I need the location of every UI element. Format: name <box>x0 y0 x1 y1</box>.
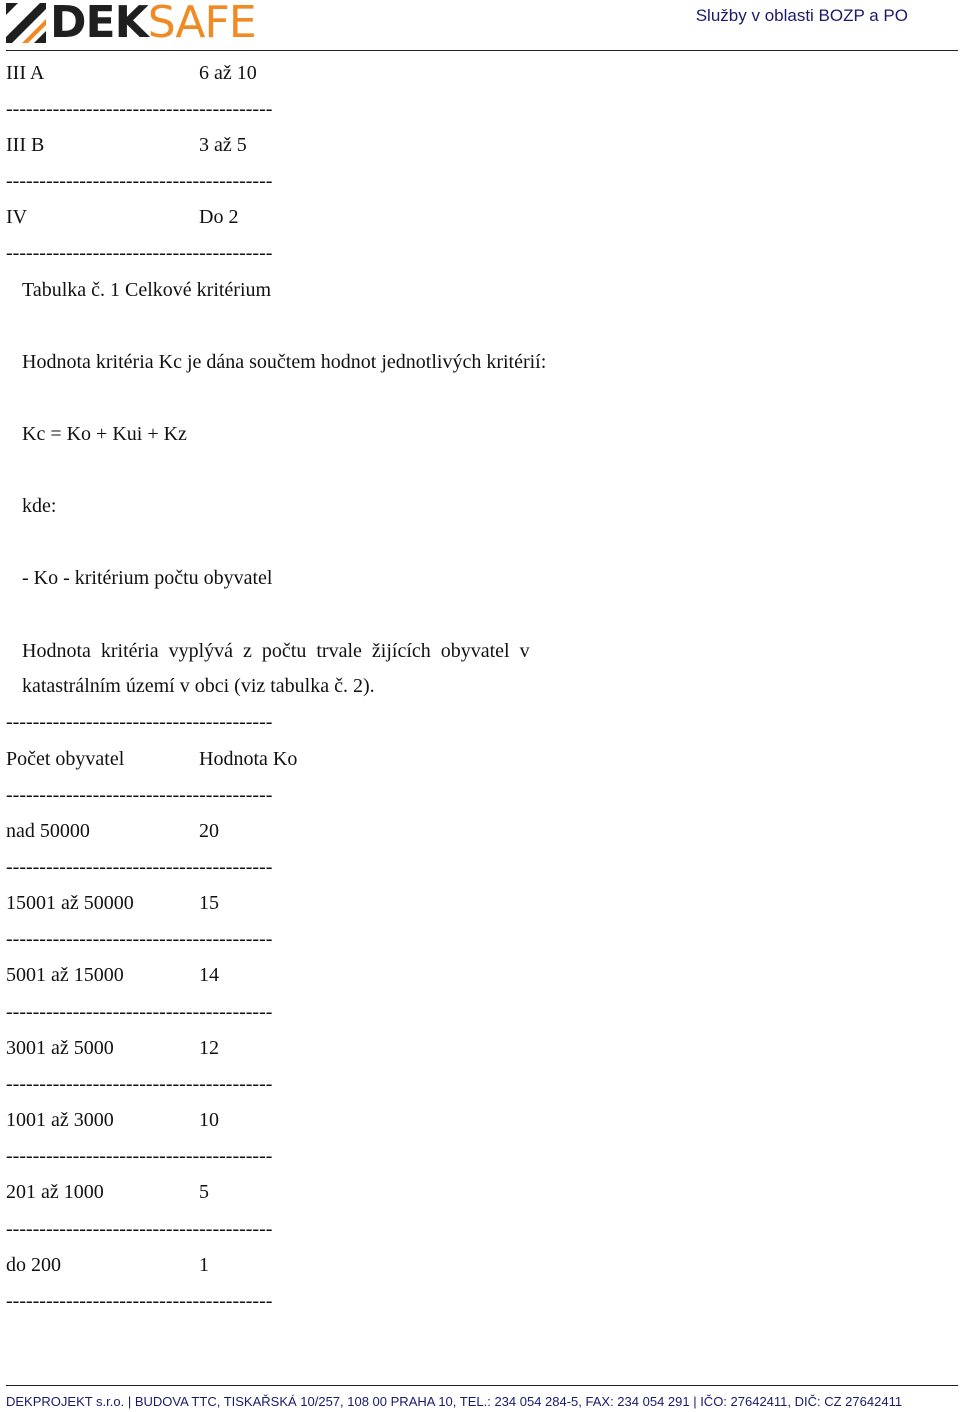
table2-value: 10 <box>199 1109 219 1131</box>
page-header <box>0 0 960 52</box>
table2-value: 12 <box>199 1037 219 1059</box>
logo-text-dek: DEK <box>50 0 148 48</box>
separator-line: ---------------------------------------- <box>6 1218 273 1240</box>
table2-header-population: Počet obyvatel <box>6 748 125 770</box>
separator-line: ---------------------------------------- <box>6 784 273 806</box>
list-item: - Ko - kritérium počtu obyvatel <box>22 567 273 589</box>
table2-value: 5 <box>199 1181 209 1203</box>
dek-safe-logo <box>6 0 256 48</box>
separator-line: ---------------------------------------- <box>6 1073 273 1095</box>
logo-text-safe: SAFE <box>147 0 256 48</box>
paragraph: Hodnota kritéria vyplývá z počtu trvale žijících obyvatel v <box>22 640 530 662</box>
table2-header-value: Hodnota Ko <box>199 748 298 770</box>
table2-range: 15001 až 50000 <box>6 892 134 914</box>
table2-range: 3001 až 5000 <box>6 1037 114 1059</box>
separator-line: ---------------------------------------- <box>6 1290 273 1312</box>
table1-value: 3 až 5 <box>199 134 247 156</box>
table1-category: III B <box>6 134 45 156</box>
page-footer: DEKPROJEKT s.r.o. | BUDOVA TTC, TISKAŘSKÁ 10/257, 108 00 PRAHA 10, TEL.: 234 054 284-5, FAX: 234 054 291 | IČO: 27642411, DIČ: CZ 27642411 <box>6 1394 903 1409</box>
table1-value: 6 až 10 <box>199 62 257 84</box>
table1-category: III A <box>6 62 45 84</box>
separator-line: ---------------------------------------- <box>6 1145 273 1167</box>
separator-line: ---------------------------------------- <box>6 856 273 878</box>
paragraph: kde: <box>22 495 57 517</box>
table1-category: IV <box>6 206 28 228</box>
header-divider <box>6 50 958 51</box>
logo-mark-icon <box>6 3 46 43</box>
separator-line: ---------------------------------------- <box>6 711 273 733</box>
table2-value: 20 <box>199 820 219 842</box>
table2-range: do 200 <box>6 1254 61 1276</box>
paragraph: katastrálním území v obci (viz tabulka č. 2). <box>22 675 375 697</box>
separator-line: ---------------------------------------- <box>6 242 273 264</box>
table2-value: 15 <box>199 892 219 914</box>
table2-value: 14 <box>199 964 219 986</box>
separator-line: ---------------------------------------- <box>6 98 273 120</box>
table2-range: 5001 až 15000 <box>6 964 124 986</box>
formula: Kc = Ko + Kui + Kz <box>22 423 187 445</box>
table1-caption: Tabulka č. 1 Celkové kritérium <box>22 279 272 301</box>
table2-range: 201 až 1000 <box>6 1181 104 1203</box>
separator-line: ---------------------------------------- <box>6 170 273 192</box>
header-tagline: Služby v oblasti BOZP a PO <box>695 6 908 25</box>
table2-range: nad 50000 <box>6 820 90 842</box>
separator-line: ---------------------------------------- <box>6 1001 273 1023</box>
separator-line: ---------------------------------------- <box>6 928 273 950</box>
footer-divider <box>6 1385 958 1386</box>
table2-value: 1 <box>199 1254 209 1276</box>
paragraph: Hodnota kritéria Kc je dána součtem hodnot jednotlivých kritérií: <box>22 351 547 373</box>
table1-value: Do 2 <box>199 206 239 228</box>
table2-range: 1001 až 3000 <box>6 1109 114 1131</box>
